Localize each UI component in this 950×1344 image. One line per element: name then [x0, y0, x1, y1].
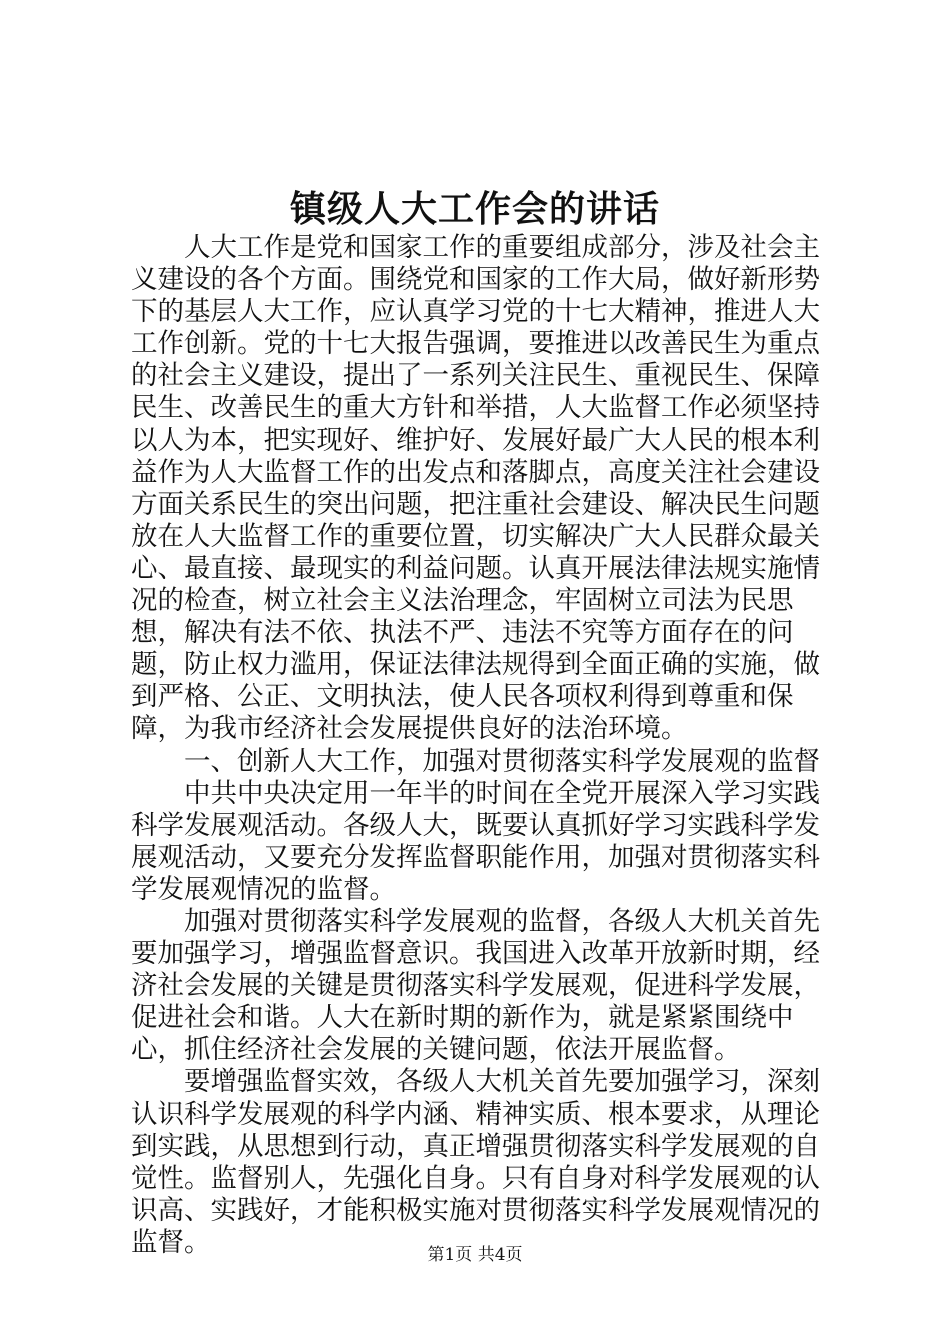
document-body: [131, 232, 831, 1259]
document-title: 镇级人大工作会的讲话: [289, 188, 660, 230]
section-heading-1: 一、创新人大工作，加强对贯彻落实科学发展观的监督: [184, 745, 820, 777]
paragraph-intro: 人大工作是党和国家工作的重要组成部分，涉及社会主义建设的各个方面。围绕党和国家的工作大局，做好新形势下的基层人大工作，应认真学习党的十七大精神，推进人大工作创新。党的十七大报告强调，要推进以改善民生为重点的社会主义建设，提出了一系列关注民生、重视民生、保障民生、改善民生的重大方针和举措，人大监督工作必须坚持以人为本，把实现好、维护好、发展好最广大人民的根本利益作为人大监督工作的出发点和落脚点，高度关注社会建设方面关系民生的突出问题，把注重社会建设、解决民生问题放在人大监督工作的重要位置，切实解决广大人民群众最关心、最直接、最现实的利益问题。认真开展法律法规实施情况的检查，树立社会主义法治理念，牢固树立司法为民思想，解决有法不依、执法不严、违法不究等方面存在的问题，防止权力滥用，保证法律法规得到全面正确的实施，做到严格、公正、文明执法，使人民各项权利得到尊重和保障，为我市经济社会发展提供良好的法治环境。: [131, 232, 820, 745]
page-number-footer: 第1页 共4页: [427, 1245, 523, 1265]
paragraph-2: 中共中央决定用一年半的时间在全党开展深入学习实践科学发展观活动。各级人大，既要认真抓好学习实践科学发展观活动，又要充分发挥监督职能作用，加强对贯彻落实科学发展观情况的监督。: [131, 777, 820, 905]
paragraph-3: 加强对贯彻落实科学发展观的监督，各级人大机关首先要加强学习，增强监督意识。我国进入改革开放新时期，经济社会发展的关键是贯彻落实科学发展观，促进科学发展，促进社会和谐。人大在新时期的新作为，就是紧紧围绕中心，抓住经济社会发展的关键问题，依法开展监督。: [131, 905, 820, 1066]
paragraph-4: 要增强监督实效，各级人大机关首先要加强学习，深刻认识科学发展观的科学内涵、精神实质、根本要求，从理论到实践，从思想到行动，真正增强贯彻落实科学发展观的自觉性。监督别人，先强化自身。只有自身对科学发展观的认识高、实践好，才能积极实施对贯彻落实科学发展观情况的监督。: [131, 1066, 820, 1258]
